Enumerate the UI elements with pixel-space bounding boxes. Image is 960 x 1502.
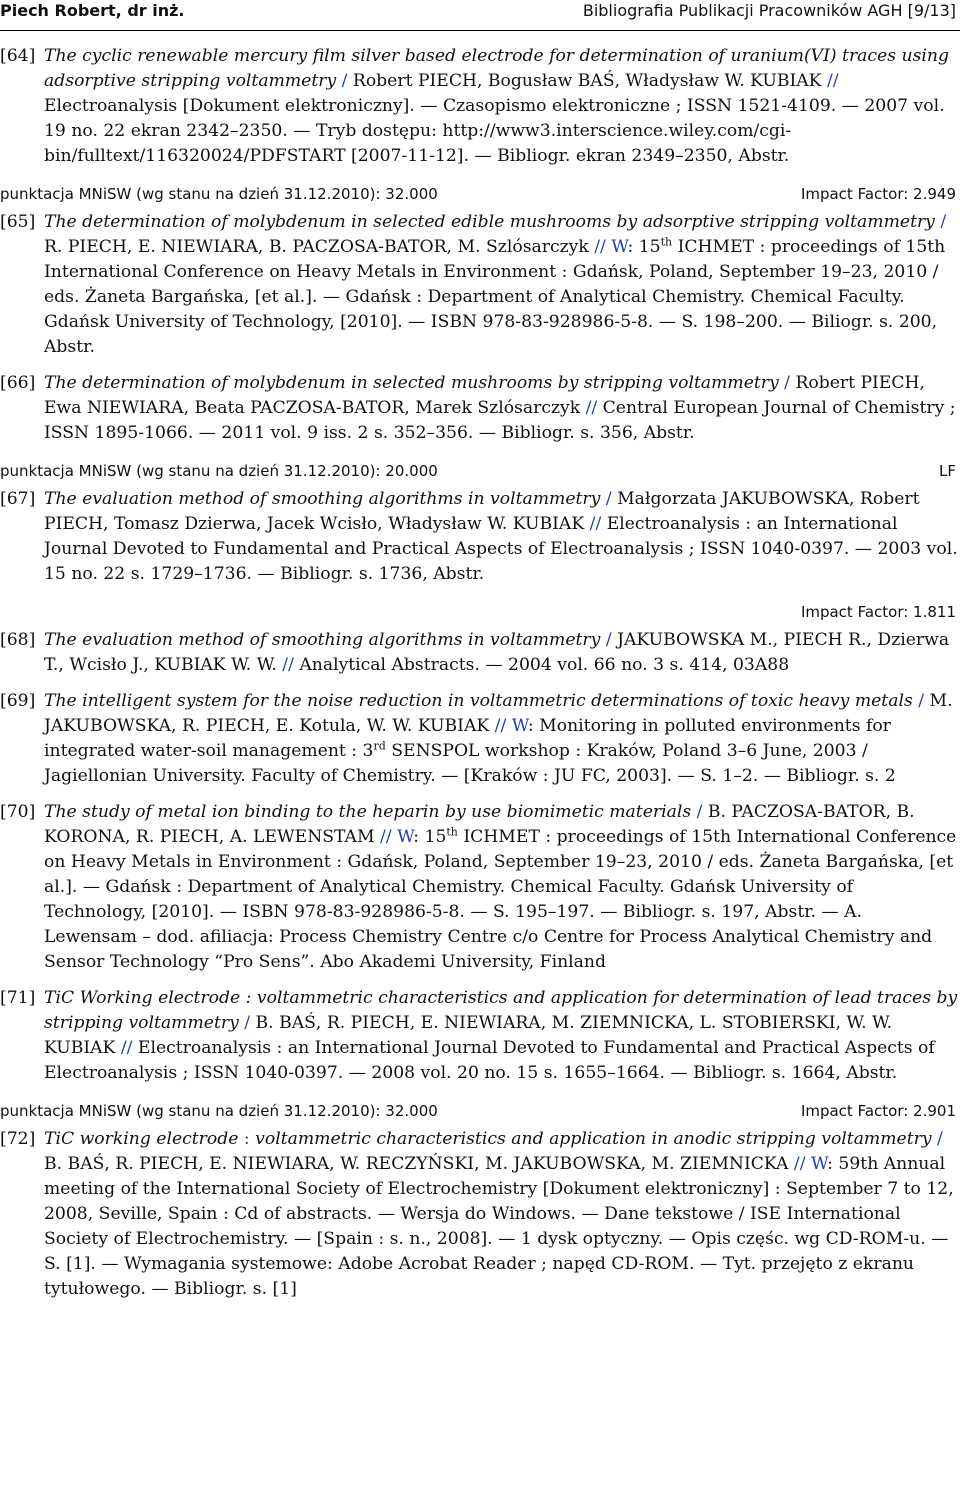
source-separator: // [374, 827, 398, 847]
bibliography-entry [0, 800, 960, 975]
ordinal-suffix: rd [373, 739, 386, 753]
header-title: Bibliografia Publikacji Pracowników AGH [582, 1, 903, 20]
entry-body [44, 44, 960, 169]
bibliography-entry [0, 210, 960, 360]
entry-number: [64] [0, 46, 36, 66]
entry-number: [70] [0, 802, 36, 822]
entry-title: The study of metal ion binding to the heparin by use biomimetic materials [44, 802, 692, 822]
bibliography-list [0, 31, 960, 1302]
bibliography-entry [0, 628, 960, 678]
in-marker: W [511, 716, 528, 736]
source-separator: // [115, 1038, 138, 1058]
authors-separator: / [691, 802, 708, 822]
source-separator: // [580, 398, 603, 418]
source-separator: // [584, 514, 607, 534]
authors-separator: / [778, 373, 796, 393]
entry-authors: Robert PIECH, Ewa NIEWIARA, Beata PACZOSA-BATOR, Marek Szlósarczyk [44, 373, 925, 418]
in-marker: W [611, 237, 628, 257]
entry-source-cont: SENSPOL workshop : Kraków, Poland 3–6 June, 2003 / Jagiellonian University. Faculty of Chemistry. — [Kraków : JU FC, 2003]. — S. 1–2. — Bibliogr. s. 2 [44, 741, 896, 786]
entry-body [44, 800, 960, 975]
entry-body [44, 986, 960, 1086]
entry-authors: JAKUBOWSKA M., PIECH R., Dzierwa T., Wcisło J., KUBIAK W. W. [44, 630, 950, 675]
source-separator: // [788, 1154, 811, 1174]
authors-separator: / [600, 489, 618, 509]
mnisw-score: punktacja MNiSW (wg stanu na dzień 31.12.2010): 20.000 [0, 462, 438, 480]
entry-source: : Monitoring in polluted environments for integrated water-soil management : 3 [44, 716, 891, 761]
authors-separator: / [912, 691, 930, 711]
entry-body [44, 487, 960, 587]
authors-separator: / [931, 1129, 943, 1149]
entry-title: The cyclic renewable mercury film silver based electrode for determination of uranium(VI) traces using adsorptive stripping voltammetry [44, 46, 949, 91]
bibliography-entry [0, 487, 960, 622]
entry-authors: Robert PIECH, Bogusław BAŚ, Władysław W. KUBIAK [352, 71, 822, 91]
authors-separator: / [600, 630, 618, 650]
entry-source: : 15 [627, 237, 661, 257]
bibliography-entry [0, 44, 960, 204]
entry-number: [65] [0, 212, 36, 232]
entry-title: The determination of molybdenum in selected mushrooms by stripping voltammetry [44, 373, 779, 393]
entry-metrics [0, 457, 960, 481]
journal-list-marker: LF [939, 462, 956, 480]
source-separator: // [588, 237, 612, 257]
header-author: Piech Robert, dr inż. [0, 1, 185, 20]
entry-source: : 15 [413, 827, 447, 847]
entry-source-cont: ICHMET : proceedings of 15th International Conference on Heavy Metals in Environment : Gdańsk, Poland, September 19–23, 2010 / eds. Żaneta Bargańska, [et al.]. — Gdańsk : Department of Analytical Chemistry. Chemical Faculty. Gdańsk University of Technology, [2010]. — ISBN 978-83-928986-5-8. — S. 195–197. — Bibliogr. s. 197, Abstr. — A. Lewensam – dod. afiliacja: Process Chemistry Centre c/o Centre for Process Analytical Chemistry and Sensor Technology “Pro Sens”. Abo Akademi University, Finland [44, 827, 957, 972]
entry-source: Central European Journal of Chemistry ; ISSN 1895-1066. — 2011 vol. 9 iss. 2 s. 352–356. — Bibliogr. s. 356, Abstr. [44, 398, 956, 443]
source-separator: // [276, 655, 300, 675]
entry-metrics [0, 180, 960, 204]
entry-authors: Małgorzata JAKUBOWSKA, Robert PIECH, Tomasz Dzierwa, Jacek Wcisło, Władysław W. KUBIAK [44, 489, 920, 534]
impact-factor: Impact Factor: 2.949 [800, 185, 956, 203]
entry-body [44, 210, 960, 360]
header-page: [9/13] [907, 1, 956, 20]
impact-factor: Impact Factor: 1.811 [800, 603, 956, 621]
impact-factor: Impact Factor: 2.901 [800, 1102, 956, 1120]
entry-source: Electroanalysis [Dokument elektroniczny]. — Czasopismo elektroniczne ; ISSN 1521-4109. — 2007 vol. 19 no. 22 ekran 2342–2350. — Tryb dostępu: http://www3.interscience.wiley.com/cgi-bin/fulltext/116320024/PDFSTART [2007-11-12]. — Bibliogr. ekran 2349–2350, Abstr. [44, 96, 945, 166]
entry-body [44, 371, 960, 446]
authors-separator: / [336, 71, 353, 91]
entry-number: [66] [0, 373, 36, 393]
in-marker: W [810, 1154, 828, 1174]
entry-source: Analytical Abstracts. — 2004 vol. 66 no. 3 s. 414, 03A88 [299, 655, 790, 675]
source-separator: // [821, 71, 839, 91]
entry-authors: R. PIECH, E. NIEWIARA, B. PACZOSA-BATOR, M. Szlósarczyk [44, 237, 589, 257]
entry-body [44, 1127, 960, 1302]
entry-title: TiC working electrode [44, 1129, 239, 1149]
header-right [583, 0, 956, 22]
entry-number: [67] [0, 489, 36, 509]
mnisw-score: punktacja MNiSW (wg stanu na dzień 31.12.2010): 32.000 [0, 1102, 438, 1120]
entry-number: [72] [0, 1129, 36, 1149]
entry-number: [69] [0, 691, 36, 711]
entry-authors: B. BAŚ, R. PIECH, E. NIEWIARA, W. RECZYŃSKI, M. JAKUBOWSKA, M. ZIEMNICKA [44, 1154, 789, 1174]
ordinal-suffix: th [660, 235, 673, 249]
entry-metrics [0, 1097, 960, 1121]
page-header [0, 0, 960, 31]
entry-authors: M. JAKUBOWSKA, R. PIECH, E. Kotula, W. W. KUBIAK [44, 691, 953, 736]
entry-title: The evaluation method of smoothing algorithms in voltammetry [44, 489, 601, 509]
ordinal-suffix: th [446, 825, 458, 839]
entry-number: [68] [0, 630, 36, 650]
entry-source-cont: ICHMET : proceedings of 15th International Conference on Heavy Metals in Environment : Gdańsk, Poland, September 19–23, 2010 / eds. Żaneta Bargańska, [et al.]. — Gdańsk : Department of Analytical Chemistry. Chemical Faculty. Gdańsk University of Technology, [2010]. — ISBN 978-83-928986-5-8. — S. 198–200. — Biliogr. s. 200, Abstr. [44, 237, 946, 357]
authors-separator: / [934, 212, 947, 232]
entry-metrics [0, 598, 960, 622]
bibliography-entry [0, 371, 960, 481]
bibliography-entry [0, 986, 960, 1121]
bibliography-entry [0, 689, 960, 789]
bibliography-entry [0, 1127, 960, 1302]
entry-source: : 59th Annual meeting of the International Society of Electrochemistry [Dokument elektroniczny] : September 7 to 12, 2008, Seville, Spain : Cd of abstracts. — Wersja do Windows. — Dane tekstowe / ISE International Society of Electrochemistry. — [Spain : s. n., 2008]. — 1 dysk optyczny. — Opis częśc. wg CD-ROM-u. — S. [1]. — Wymagania systemowe: Adobe Acrobat Reader ; napęd CD-ROM. — Tyt. przejęto z ekranu tytułowego. — Bibliogr. s. [1] [44, 1154, 954, 1299]
title-separator: : [238, 1129, 256, 1149]
entry-subtitle: voltammetric characteristics and application in anodic stripping voltammetry [255, 1129, 932, 1149]
entry-title: TiC Working electrode : voltammetric characteristics and application for determination of lead traces by stripping voltammetry [44, 988, 958, 1033]
entry-authors: B. PACZOSA-BATOR, B. KORONA, R. PIECH, A. LEWENSTAM [44, 802, 915, 847]
entry-title: The intelligent system for the noise reduction in voltammetric determinations of toxic heavy metals [44, 691, 913, 711]
mnisw-score: punktacja MNiSW (wg stanu na dzień 31.12.2010): 32.000 [0, 185, 438, 203]
authors-separator: / [238, 1013, 256, 1033]
entry-number: [71] [0, 988, 36, 1008]
entry-body [44, 689, 960, 789]
source-separator: // [489, 716, 512, 736]
entry-source: Electroanalysis : an International Journal Devoted to Fundamental and Practical Aspects of Electroanalysis ; ISSN 1040-0397. — 2003 vol. 15 no. 22 s. 1729–1736. — Bibliogr. s. 1736, Abstr. [44, 514, 958, 584]
entry-authors: B. BAŚ, R. PIECH, E. NIEWIARA, M. ZIEMNICKA, L. STOBIERSKI, W. W. KUBIAK [44, 1013, 893, 1058]
entry-title: The evaluation method of smoothing algorithms in voltammetry [44, 630, 601, 650]
entry-source: Electroanalysis : an International Journal Devoted to Fundamental and Practical Aspects of Electroanalysis ; ISSN 1040-0397. — 2008 vol. 20 no. 15 s. 1655–1664. — Bibliogr. s. 1664, Abstr. [44, 1038, 935, 1083]
in-marker: W [397, 827, 414, 847]
entry-body [44, 628, 960, 678]
entry-title: The determination of molybdenum in selected edible mushrooms by adsorptive stripping voltammetry [44, 212, 935, 232]
